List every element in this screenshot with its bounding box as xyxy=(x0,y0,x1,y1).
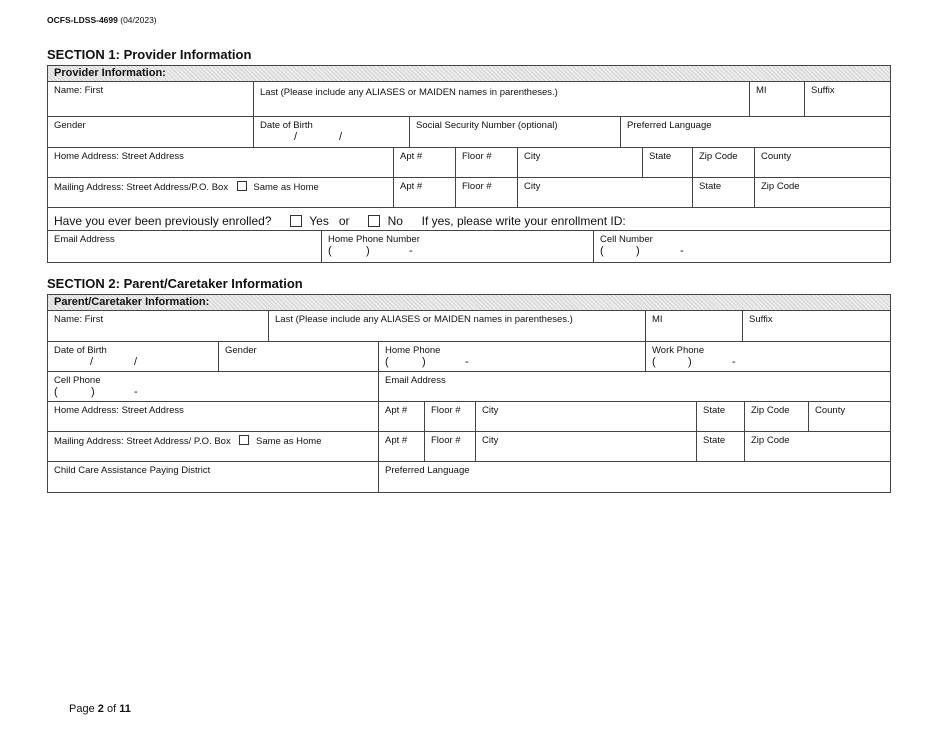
floor-label: Floor # xyxy=(462,151,492,162)
zip-label: Zip Code xyxy=(761,181,800,192)
city-label: City xyxy=(524,181,541,192)
parent-first-name-field[interactable] xyxy=(48,311,268,341)
apt-label: Apt # xyxy=(400,181,423,192)
provider-home-county-field[interactable] xyxy=(754,148,890,177)
home-phone-label: Home Phone xyxy=(385,345,441,356)
parent-suffix-field[interactable] xyxy=(742,311,890,341)
dob-slash-2: / xyxy=(339,131,343,143)
language-label: Preferred Language xyxy=(627,120,712,131)
parent-mail-street-field[interactable] xyxy=(48,432,378,461)
parent-home-city-field[interactable] xyxy=(475,402,696,431)
zip-label: Zip Code xyxy=(699,151,738,162)
mail-street-label: Mailing Address: Street Address/P.O. Box xyxy=(54,182,229,193)
parent-mi-field[interactable] xyxy=(645,311,742,341)
or-label: or xyxy=(338,214,350,228)
provider-mailing-address-row xyxy=(48,178,890,208)
parent-work-phone-field[interactable] xyxy=(645,342,890,371)
parent-mail-city-field[interactable] xyxy=(475,432,696,461)
parent-home-street-field[interactable] xyxy=(48,402,378,431)
cell-paren-close: ) xyxy=(636,245,640,257)
enrollment-question xyxy=(54,214,626,228)
page-number: 2 xyxy=(97,703,104,715)
parent-mail-state-field[interactable] xyxy=(696,432,744,461)
email-label: Email Address xyxy=(385,375,446,386)
cell-dash: - xyxy=(134,386,138,398)
parent-email-field[interactable] xyxy=(378,372,890,401)
first-name-label: Name: First xyxy=(54,314,104,325)
parent-district-row xyxy=(48,462,890,492)
work-phone-paren-open: ( xyxy=(652,356,656,368)
provider-mail-street-field[interactable] xyxy=(48,178,393,207)
same-as-home-checkbox[interactable] xyxy=(237,181,247,191)
county-label: County xyxy=(761,151,792,162)
state-label: State xyxy=(649,151,672,162)
dob-slash-1: / xyxy=(90,356,94,368)
cell-label: Cell Phone xyxy=(54,375,101,386)
same-as-home-label: Same as Home xyxy=(256,436,322,447)
dob-slash-1: / xyxy=(294,131,298,143)
zip-label: Zip Code xyxy=(751,435,790,446)
provider-mail-apt-field[interactable] xyxy=(393,178,455,207)
provider-home-street-field[interactable] xyxy=(48,148,393,177)
page-of: of xyxy=(106,703,117,715)
home-phone-label: Home Phone Number xyxy=(328,234,420,245)
section1-title: SECTION 1: Provider Information xyxy=(47,47,252,62)
cell-paren-open: ( xyxy=(54,386,58,398)
cell-paren-open: ( xyxy=(600,245,604,257)
district-label: Child Care Assistance Paying District xyxy=(54,465,211,476)
provider-cell-field[interactable] xyxy=(593,231,890,262)
first-name-label: Name: First xyxy=(54,85,104,96)
cell-paren-close: ) xyxy=(91,386,95,398)
home-phone-dash: - xyxy=(465,356,469,368)
provider-mi-field[interactable] xyxy=(749,82,804,116)
provider-last-name-field[interactable] xyxy=(253,82,749,116)
home-phone-paren-open: ( xyxy=(385,356,389,368)
yes-label: Yes xyxy=(309,214,329,228)
cell-dash: - xyxy=(680,245,684,257)
mail-street-label: Mailing Address: Street Address/ P.O. Box xyxy=(54,436,231,447)
page-total: 11 xyxy=(119,703,131,715)
page-label: Page xyxy=(69,703,95,715)
mi-label: MI xyxy=(652,314,663,325)
parent-gender-field[interactable] xyxy=(218,342,378,371)
home-phone-paren-close: ) xyxy=(422,356,426,368)
last-name-label: Last (Please include any ALIASES or MAIDEN names in parentheses.) xyxy=(260,87,558,98)
parent-mailing-address-row xyxy=(48,432,890,462)
provider-first-name-field[interactable] xyxy=(48,82,253,116)
provider-ssn-field[interactable] xyxy=(409,117,620,147)
floor-label: Floor # xyxy=(431,405,461,416)
state-label: State xyxy=(703,435,726,446)
state-label: State xyxy=(703,405,726,416)
parent-home-apt-field[interactable] xyxy=(378,402,424,431)
suffix-label: Suffix xyxy=(811,85,835,96)
provider-mail-state-field[interactable] xyxy=(692,178,754,207)
dob-label: Date of Birth xyxy=(54,345,107,356)
apt-label: Apt # xyxy=(385,405,408,416)
parent-home-state-field[interactable] xyxy=(696,402,744,431)
paying-district-field[interactable] xyxy=(48,462,378,492)
provider-mail-zip-field[interactable] xyxy=(754,178,890,207)
apt-label: Apt # xyxy=(385,435,408,446)
provider-home-city-field[interactable] xyxy=(517,148,642,177)
parent-last-name-field[interactable] xyxy=(268,311,645,341)
enrollment-question-label: Have you ever been previously enrolled? xyxy=(54,214,272,228)
parent-language-field[interactable] xyxy=(378,462,890,492)
same-as-home-label: Same as Home xyxy=(253,182,319,193)
parent-mail-floor-field[interactable] xyxy=(424,432,475,461)
parent-home-floor-field[interactable] xyxy=(424,402,475,431)
provider-gender-field[interactable] xyxy=(48,117,253,147)
parent-home-phone-field[interactable] xyxy=(378,342,645,371)
section2-title: SECTION 2: Parent/Caretaker Information xyxy=(47,276,303,291)
parent-info-header: Parent/Caretaker Information: xyxy=(48,295,890,311)
parent-mail-apt-field[interactable] xyxy=(378,432,424,461)
provider-enrollment-row xyxy=(48,208,890,231)
provider-language-field[interactable] xyxy=(620,117,890,147)
ssn-label: Social Security Number (optional) xyxy=(416,120,558,131)
provider-info-box xyxy=(47,65,891,263)
email-label: Email Address xyxy=(54,234,115,245)
work-phone-paren-close: ) xyxy=(688,356,692,368)
provider-home-phone-field[interactable] xyxy=(321,231,593,262)
parent-mail-zip-field[interactable] xyxy=(744,432,890,461)
provider-home-address-row xyxy=(48,148,890,178)
parent-home-county-field[interactable] xyxy=(808,402,890,431)
form-code: OCFS-LDSS-4699 xyxy=(47,15,118,25)
provider-demographics-row xyxy=(48,117,890,148)
suffix-label: Suffix xyxy=(749,314,773,325)
provider-mail-floor-field[interactable] xyxy=(455,178,517,207)
provider-email-field[interactable] xyxy=(48,231,321,262)
language-label: Preferred Language xyxy=(385,465,470,476)
enrolled-no-checkbox[interactable] xyxy=(368,215,380,227)
provider-suffix-field[interactable] xyxy=(804,82,890,116)
state-label: State xyxy=(699,181,722,192)
last-name-label: Last (Please include any ALIASES or MAIDEN names in parentheses.) xyxy=(275,314,573,325)
enrollment-id-label: If yes, please write your enrollment ID: xyxy=(421,214,626,228)
form-date: (04/2023) xyxy=(120,15,157,25)
parent-home-address-row xyxy=(48,402,890,432)
dob-label: Date of Birth xyxy=(260,120,313,131)
parent-cell-field[interactable] xyxy=(48,372,378,401)
gender-label: Gender xyxy=(54,120,86,131)
gender-label: Gender xyxy=(225,345,257,356)
parent-dob-field[interactable] xyxy=(48,342,218,371)
mi-label: MI xyxy=(756,85,767,96)
floor-label: Floor # xyxy=(431,435,461,446)
floor-label: Floor # xyxy=(462,181,492,192)
home-street-label: Home Address: Street Address xyxy=(54,405,184,416)
provider-dob-field[interactable] xyxy=(253,117,409,147)
parent-info-box xyxy=(47,294,891,493)
zip-label: Zip Code xyxy=(751,405,790,416)
form-id xyxy=(47,15,157,25)
provider-info-header: Provider Information: xyxy=(48,66,890,82)
provider-home-floor-field[interactable] xyxy=(455,148,517,177)
home-street-label: Home Address: Street Address xyxy=(54,151,184,162)
parent-contact-row xyxy=(48,372,890,402)
home-phone-dash: - xyxy=(409,245,413,257)
same-as-home-checkbox[interactable] xyxy=(239,435,249,445)
parent-home-zip-field[interactable] xyxy=(744,402,808,431)
city-label: City xyxy=(524,151,541,162)
provider-home-zip-field[interactable] xyxy=(692,148,754,177)
work-phone-label: Work Phone xyxy=(652,345,705,356)
home-phone-paren-open: ( xyxy=(328,245,332,257)
apt-label: Apt # xyxy=(400,151,423,162)
enrolled-yes-checkbox[interactable] xyxy=(290,215,302,227)
page-footer xyxy=(69,703,131,715)
home-phone-paren-close: ) xyxy=(366,245,370,257)
no-label: No xyxy=(387,214,403,228)
parent-name-row xyxy=(48,311,890,342)
city-label: City xyxy=(482,405,499,416)
provider-home-apt-field[interactable] xyxy=(393,148,455,177)
provider-name-row xyxy=(48,82,890,117)
parent-demographics-row xyxy=(48,342,890,372)
provider-mail-city-field[interactable] xyxy=(517,178,692,207)
provider-contact-row xyxy=(48,231,890,262)
provider-home-state-field[interactable] xyxy=(642,148,692,177)
cell-label: Cell Number xyxy=(600,234,653,245)
city-label: City xyxy=(482,435,499,446)
dob-slash-2: / xyxy=(134,356,138,368)
work-phone-dash: - xyxy=(732,356,736,368)
county-label: County xyxy=(815,405,846,416)
